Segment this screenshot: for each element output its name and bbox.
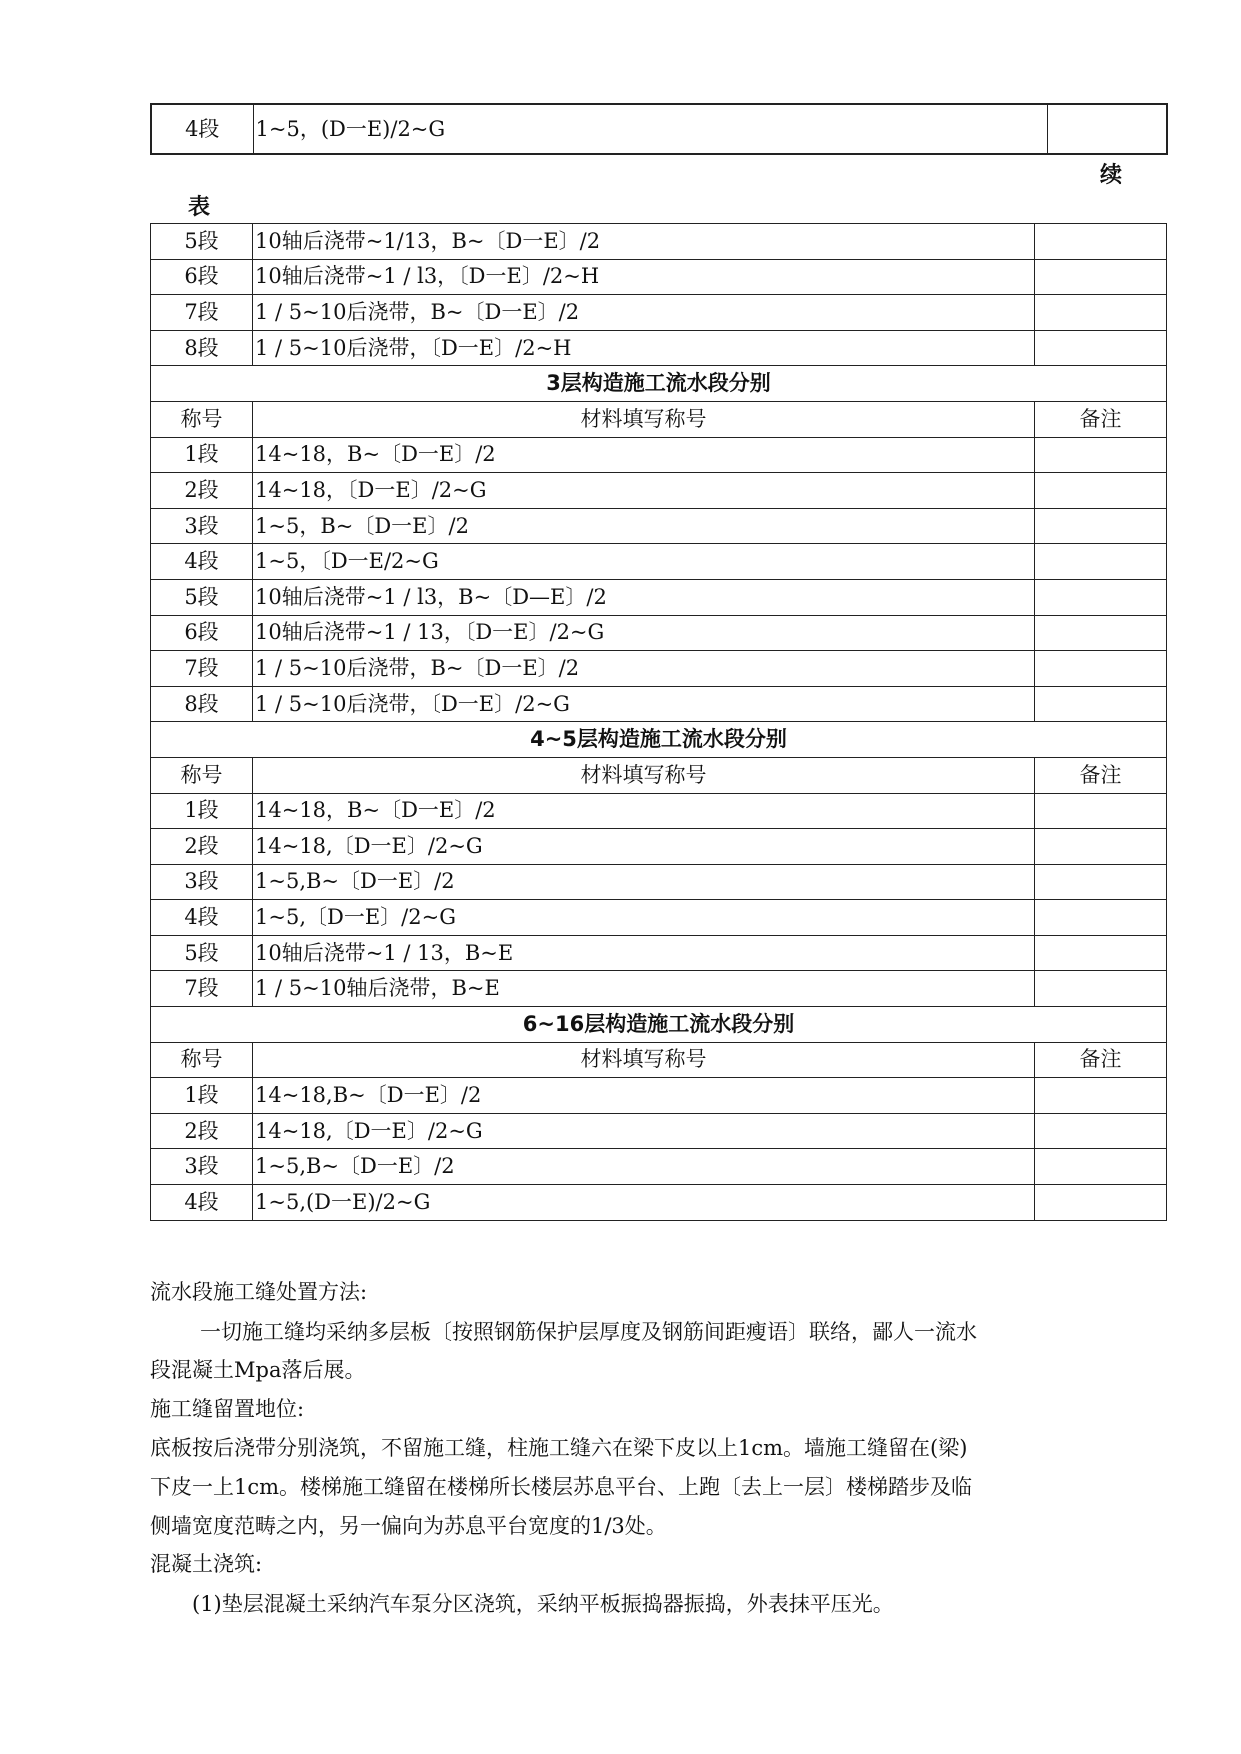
segment-cell: 5段 — [151, 224, 253, 260]
note-cell — [1035, 651, 1167, 687]
paragraph-heading-3: 混凝土浇筑: — [150, 1552, 263, 1576]
segment-cell: 3段 — [151, 864, 253, 900]
section-title: 3层构造施工流水段分别 — [151, 366, 1167, 402]
table-row — [151, 259, 1167, 295]
note-cell — [1035, 1113, 1167, 1149]
table-row — [151, 224, 1167, 260]
table-row — [151, 1078, 1167, 1114]
top-table — [150, 103, 1168, 155]
table-row — [151, 615, 1167, 651]
range-cell: 1 / 5~10后浇带，B~〔D一E〕/2 — [253, 295, 1035, 331]
note-cell — [1035, 579, 1167, 615]
range-cell: 14~18，B~〔D一E〕/2 — [253, 437, 1035, 473]
segment-cell: 7段 — [151, 971, 253, 1007]
paragraph-heading-2: 施工缝留置地位: — [150, 1397, 305, 1421]
segment-cell: 6段 — [151, 259, 253, 295]
range-cell: 1~5,B~〔D一E〕/2 — [253, 864, 1035, 900]
paragraph-line: 段混凝土Mpa落后展。 — [150, 1358, 366, 1382]
table-row — [151, 864, 1167, 900]
header-range: 材料填写称号 — [253, 1042, 1035, 1078]
table-row — [151, 1149, 1167, 1185]
table-row — [151, 686, 1167, 722]
main-table — [150, 223, 1167, 1221]
range-cell: 10轴后浇带~1/13，B~〔D一E〕/2 — [253, 224, 1035, 260]
segment-cell: 4段 — [151, 900, 253, 936]
segment-cell: 7段 — [151, 651, 253, 687]
header-note: 备注 — [1035, 1042, 1167, 1078]
continued-label-right: 续 — [1100, 163, 1123, 188]
table-row — [151, 508, 1167, 544]
table-row — [151, 935, 1167, 971]
paragraph-line: 底板按后浇带分别浇筑，不留施工缝，柱施工缝六在梁下皮以上1cm。墙施工缝留在(梁) — [150, 1436, 968, 1460]
range-cell: 1~5,B~〔D一E〕/2 — [253, 1149, 1035, 1185]
note-cell — [1035, 935, 1167, 971]
paragraph-line: 下皮一上1cm。楼梯施工缝留在楼梯所长楼层苏息平台、上跑〔去上一层〕楼梯踏步及临 — [150, 1475, 973, 1499]
note-cell — [1047, 104, 1167, 154]
header-row — [151, 401, 1167, 437]
table-row — [151, 330, 1167, 366]
paragraph-line: (1)垫层混凝土采纳汽车泵分区浇筑，采纳平板振捣器振捣，外表抹平压光。 — [192, 1592, 894, 1616]
segment-cell: 3段 — [151, 1149, 253, 1185]
segment-cell: 8段 — [151, 686, 253, 722]
paragraph-heading-1: 流水段施工缝处置方法: — [150, 1280, 368, 1304]
range-cell: 10轴后浇带~1 / l3，B~〔D—E〕/2 — [253, 579, 1035, 615]
header-row — [151, 1042, 1167, 1078]
table-row — [151, 651, 1167, 687]
table-row — [151, 544, 1167, 580]
header-note: 备注 — [1035, 401, 1167, 437]
segment-cell: 2段 — [151, 1113, 253, 1149]
range-cell: 14~18,B~〔D一E〕/2 — [253, 1078, 1035, 1114]
segment-cell: 1段 — [151, 793, 253, 829]
note-cell — [1035, 615, 1167, 651]
note-cell — [1035, 330, 1167, 366]
range-cell: 10轴后浇带~1 / 13，〔D一E〕/2~G — [253, 615, 1035, 651]
table-row — [151, 437, 1167, 473]
table-row — [151, 793, 1167, 829]
segment-cell: 5段 — [151, 579, 253, 615]
range-cell: 10轴后浇带~1 / 13，B~E — [253, 935, 1035, 971]
table-row — [151, 473, 1167, 509]
range-cell: 1 / 5~10轴后浇带，B~E — [253, 971, 1035, 1007]
segment-cell: 4段 — [151, 1185, 253, 1221]
table-row — [151, 104, 1167, 154]
range-cell: 14~18,〔D一E〕/2~G — [253, 829, 1035, 865]
note-cell — [1035, 544, 1167, 580]
segment-cell: 3段 — [151, 508, 253, 544]
segment-cell: 5段 — [151, 935, 253, 971]
header-seg: 称号 — [151, 401, 253, 437]
range-cell: 1 / 5~10后浇带，〔D一E〕/2~G — [253, 686, 1035, 722]
header-range: 材料填写称号 — [253, 401, 1035, 437]
segment-cell: 2段 — [151, 473, 253, 509]
segment-cell: 1段 — [151, 1078, 253, 1114]
range-cell: 1~5，〔D一E/2~G — [253, 544, 1035, 580]
continued-label-left: 表 — [188, 195, 211, 220]
note-cell — [1035, 686, 1167, 722]
table-row — [151, 1113, 1167, 1149]
paragraph-line: 侧墙宽度范畴之内，另一偏向为苏息平台宽度的1/3处。 — [150, 1514, 667, 1538]
note-cell — [1035, 1185, 1167, 1221]
note-cell — [1035, 829, 1167, 865]
note-cell — [1035, 473, 1167, 509]
note-cell — [1035, 508, 1167, 544]
range-cell: 14~18，B~〔D一E〕/2 — [253, 793, 1035, 829]
header-seg: 称号 — [151, 1042, 253, 1078]
note-cell — [1035, 224, 1167, 260]
note-cell — [1035, 900, 1167, 936]
table-row — [151, 579, 1167, 615]
note-cell — [1035, 971, 1167, 1007]
table-row — [151, 900, 1167, 936]
note-cell — [1035, 295, 1167, 331]
segment-cell: 6段 — [151, 615, 253, 651]
range-cell: 14~18，〔D一E〕/2~G — [253, 473, 1035, 509]
section-title-row — [151, 366, 1167, 402]
range-cell: 1~5，(D一E)/2~G — [253, 104, 1047, 154]
header-seg: 称号 — [151, 757, 253, 793]
note-cell — [1035, 437, 1167, 473]
paragraph-line: 一切施工缝均采纳多层板〔按照钢筋保护层厚度及钢筋间距瘦语〕联络，鄙人一流水 — [200, 1320, 977, 1344]
table-row — [151, 829, 1167, 865]
segment-cell: 4段 — [151, 544, 253, 580]
range-cell: 1~5,(D一E)/2~G — [253, 1185, 1035, 1221]
note-cell — [1035, 259, 1167, 295]
range-cell: 1~5,〔D一E〕/2~G — [253, 900, 1035, 936]
segment-cell: 1段 — [151, 437, 253, 473]
header-range: 材料填写称号 — [253, 757, 1035, 793]
section-title: 6~16层构造施工流水段分别 — [151, 1007, 1167, 1043]
segment-cell: 8段 — [151, 330, 253, 366]
header-row — [151, 757, 1167, 793]
table-row — [151, 295, 1167, 331]
note-cell — [1035, 864, 1167, 900]
segment-cell: 4段 — [151, 104, 253, 154]
range-cell: 10轴后浇带~1 / l3，〔D一E〕/2~H — [253, 259, 1035, 295]
note-cell — [1035, 793, 1167, 829]
range-cell: 1~5，B~〔D一E〕/2 — [253, 508, 1035, 544]
note-cell — [1035, 1149, 1167, 1185]
table-row — [151, 971, 1167, 1007]
section-title: 4~5层构造施工流水段分别 — [151, 722, 1167, 758]
range-cell: 14~18,〔D一E〕/2~G — [253, 1113, 1035, 1149]
table-row — [151, 1185, 1167, 1221]
range-cell: 1 / 5~10后浇带，〔D一E〕/2~H — [253, 330, 1035, 366]
section-title-row — [151, 1007, 1167, 1043]
section-title-row — [151, 722, 1167, 758]
header-note: 备注 — [1035, 757, 1167, 793]
range-cell: 1 / 5~10后浇带，B~〔D一E〕/2 — [253, 651, 1035, 687]
note-cell — [1035, 1078, 1167, 1114]
segment-cell: 7段 — [151, 295, 253, 331]
segment-cell: 2段 — [151, 829, 253, 865]
